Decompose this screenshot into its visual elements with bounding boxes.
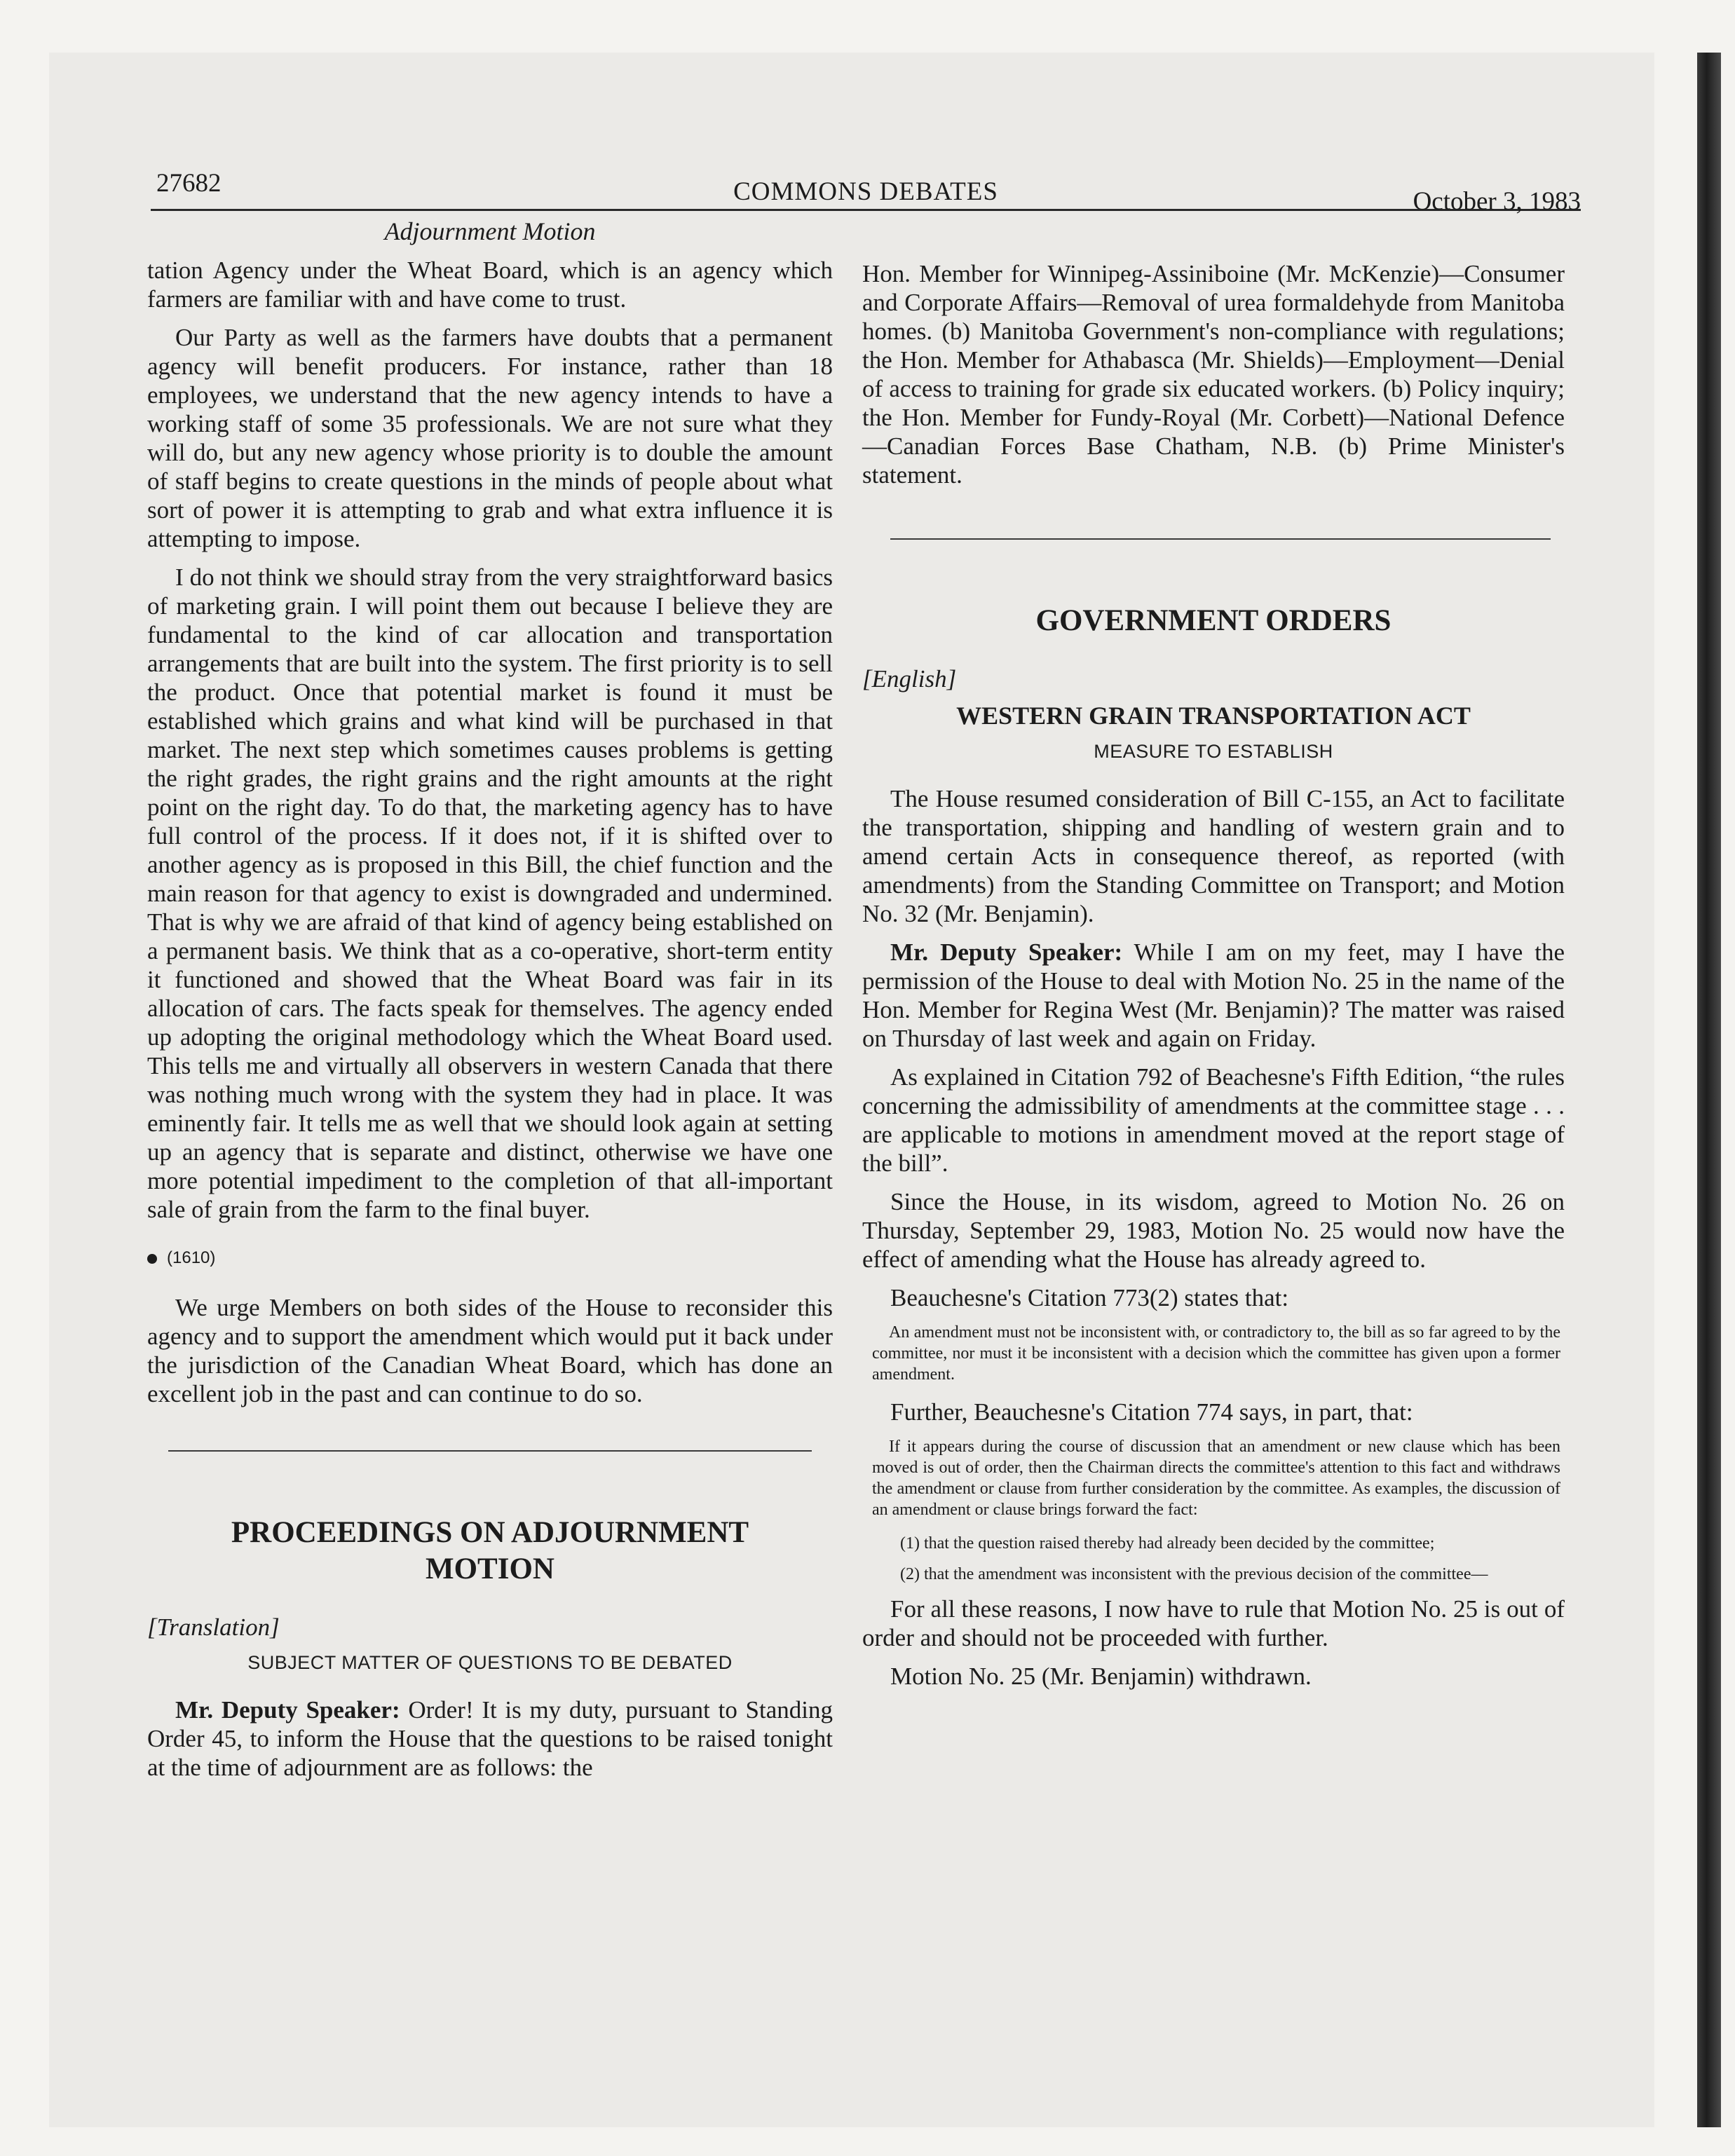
section-divider [890,538,1551,540]
right-column [862,259,1565,1700]
section-title: GOVERNMENT ORDERS [1035,604,1392,637]
paragraph: For all these reasons, I now have to rule that Motion No. 25 is out of order and should not be proceeded with further. [862,1595,1565,1651]
quote-item: (2) that the amendment was inconsistent with the previous decision of the committee— [900,1565,1488,1583]
running-head: Adjournment Motion [384,217,596,245]
page-header [151,167,1581,216]
subhead: SUBJECT MATTER OF QUESTIONS TO BE DEBATED [247,1652,733,1673]
paragraph: Hon. Member for Winnipeg-Assiniboine (Mr. McKenzie)—Consumer and Corporate Affairs—Removal of urea formaldehyde from Manitoba homes. (b) Manitoba Government's non-compliance with regulations; the Hon. Member for Athabasca (Mr. Shields)—Employment—Denial of access to training for grade six educated workers. (b) Policy inquiry; the Hon. Member for Fundy-Royal (Mr. Corbett)—National Defence—Canadian Forces Base Chatham, N.B. (b) Prime Minister's statement. [862,260,1565,489]
section-title: PROCEEDINGS ON ADJOURNMENT MOTION [231,1516,749,1585]
paragraph: I do not think we should stray from the very straightforward basics of marketing grain. I will point them out because I believe they are fundamental to the kind of car allocation and transportation arrangements that are built into the system. The first priority is to sell the product. Once that potential market is found it must be established which grains and what kind will be purchased in that market. The next step which sometimes causes problems is getting the right grades, the right grains and the right amounts at the right point on the right day. To do that, the marketing agency has to have full control of the process. If it does not, if it is shifted over to another agency as is proposed in this Bill, the chief function and the main reason for that agency to exist is downgraded and undermined. That is why we are afraid of that kind of agency being established on a permanent basis. We think that as a co-operative, short-term entity it functioned and showed that the Wheat Board was fair in its allocation of cars. The facts speak for themselves. The agency ended up adopting the original methodology which the Wheat Board used. This tells me and virtually all observers in western Canada that there was nothing much wrong with the system they had in place. It was eminently fair. It tells me as well that we should look again at setting up an agency that is separate and distinct, otherwise we have one more potential impediment to the completion of that all-important sale of grain from the farm to the final buyer. [147,564,833,1223]
act-subhead: MEASURE TO ESTABLISH [1094,741,1333,762]
journal-title: COMMONS DEBATES [733,177,998,206]
page-date: October 3, 1983 [1413,187,1581,216]
section-divider [168,1450,812,1452]
block-quote: If it appears during the course of discussion that an amendment or new clause which has been moved is out of order, then the Chairman directs the committee's attention to this fact and withdraws the amendment or clause from further consideration by the committee. As examples, the discussion of an amendment or clause brings forward the fact: [872,1438,1560,1519]
act-title: WESTERN GRAIN TRANSPORTATION ACT [956,702,1471,730]
speaker-name: Mr. Deputy Speaker: [890,939,1123,966]
paragraph: We urge Members on both sides of the House to reconsider this agency and to support the amendment which would put it back under the jurisdiction of the Canadian Wheat Board, which has done an excellent job in the past and can continue to do so. [147,1294,833,1407]
scan-edge [1697,53,1721,2127]
language-note: [Translation] [147,1613,280,1641]
paragraph: Further, Beauchesne's Citation 774 says, in part, that: [890,1398,1413,1426]
speaker-paragraph: Mr. Deputy Speaker: While I am on my feet, may I have the permission of the House to deal with Motion No. 25 in the name of the Hon. Member for Regina West (Mr. Benjamin)? The matter was raised on Thursday of last week and again on Friday. [862,939,1565,1052]
paragraph: Beauchesne's Citation 773(2) states that: [890,1284,1289,1311]
language-note: [English] [862,665,957,692]
quote-item: (1) that the question raised thereby had already been decided by the committee; [900,1534,1435,1553]
time-marker: (1610) [147,1243,833,1272]
paragraph: tation Agency under the Wheat Board, which is an agency which farmers are familiar with and have come to trust. [147,257,833,313]
bullet-icon [147,1254,157,1264]
block-quote: An amendment must not be inconsistent with, or contradictory to, the bill as so far agreed to by the committee, nor must it be inconsistent with a decision which the committee has given upon a former amendment. [872,1323,1560,1384]
paragraph: As explained in Citation 792 of Beachesne's Fifth Edition, “the rules concerning the admissibility of amendments at the committee stage . . . are applicable to motions in amendment moved at the report stage of the bill”. [862,1063,1565,1177]
speaker-name: Mr. Deputy Speaker: [175,1696,400,1724]
paragraph: The House resumed consideration of Bill C-155, an Act to facilitate the transportation, shipping and handling of western grain and to amend certain Acts in consequence thereof, as reported (with amendments) from the Standing Committee on Transport; and Motion No. 32 (Mr. Benjamin). [862,785,1565,927]
paragraph: Motion No. 25 (Mr. Benjamin) withdrawn. [890,1663,1312,1690]
speaker-paragraph: Mr. Deputy Speaker: Order! It is my duty, pursuant to Standing Order 45, to inform the House that the questions to be raised tonight at the time of adjournment are as follows: the [147,1696,833,1781]
paragraph: Since the House, in its wisdom, agreed to Motion No. 26 on Thursday, September 29, 1983, Motion No. 25 would now have the effect of amending what the House has already agreed to. [862,1188,1565,1273]
left-column [147,217,833,1792]
page-number: 27682 [156,169,222,198]
paragraph: Our Party as well as the farmers have doubts that a permanent agency will benefit producers. For instance, rather than 18 employees, we understand that the new agency intends to have a working staff of some 35 professionals. We are not sure what they will do, but any new agency whose priority is to double the amount of staff begins to create questions in the minds of people about what sort of power it is attempting to grab and what extra influence it is attempting to impose. [147,324,833,552]
